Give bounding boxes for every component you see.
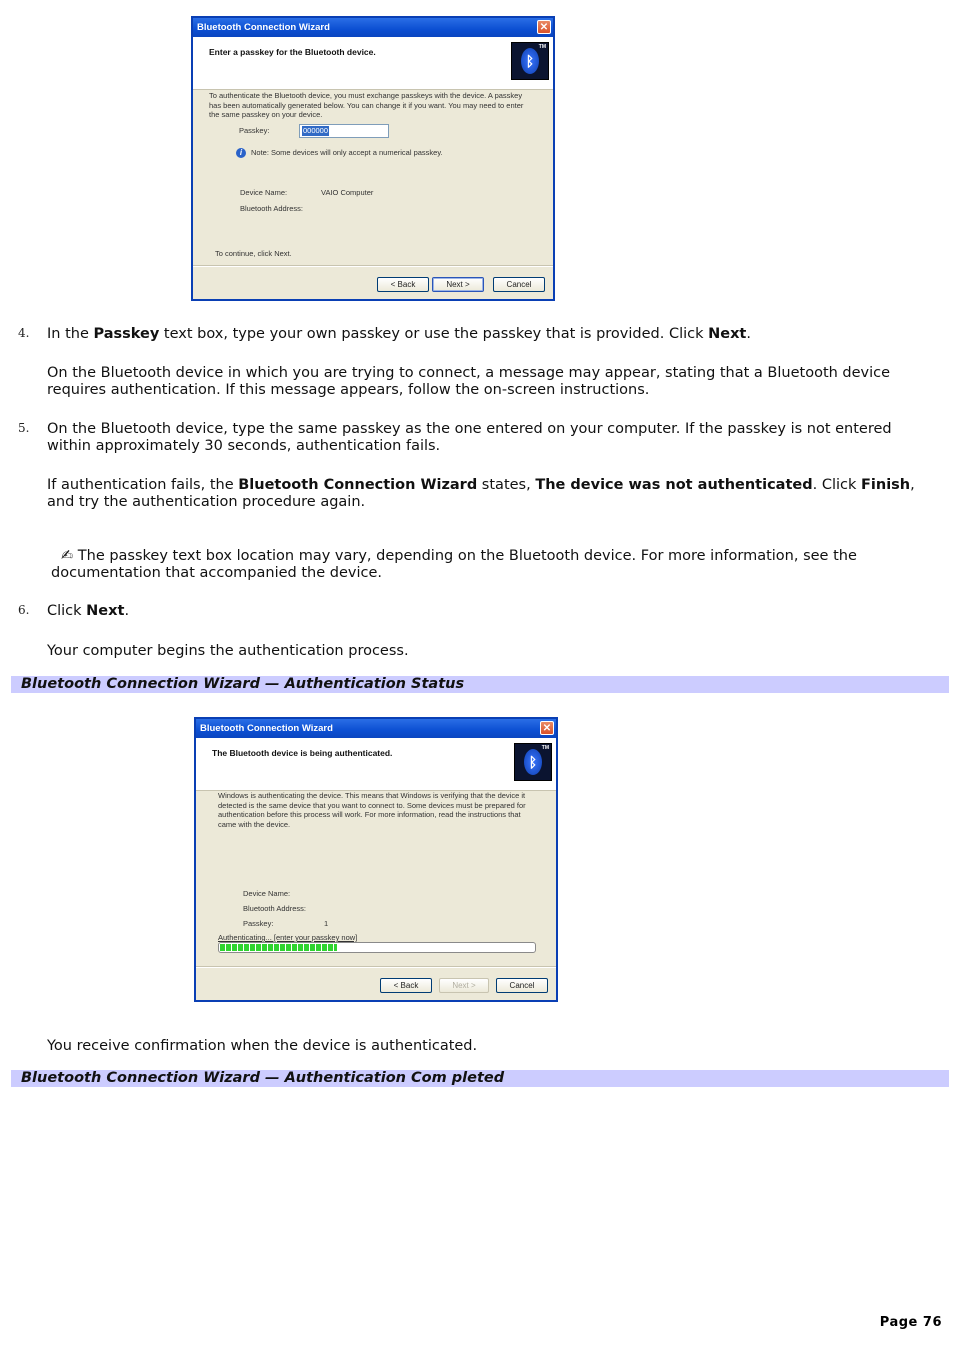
next-term: Next (708, 326, 747, 342)
passkey-input-selected-value: 000000 (303, 126, 329, 135)
dialog-intro: Windows is authenticating the device. This means that Windows is verifying that the device it detected is the same device that you want to connect to. Some devices must be prepared for authentication before this process will work. For more information, read the instructions that came with the device. (218, 791, 526, 829)
step-5-text: On the Bluetooth device, type the same passkey as the one entered on your computer. If the passkey is not entered within approximately 30 seconds, authentication fails. (47, 421, 892, 454)
passkey-label: Passkey: (243, 919, 274, 928)
section-heading-auth-status: Bluetooth Connection Wizard — Authentication Status (11, 676, 949, 693)
bluetooth-address-label: Bluetooth Address: (240, 204, 303, 213)
info-icon: i (236, 148, 246, 158)
authentication-progress-bar (218, 942, 536, 953)
cancel-button[interactable]: Cancel (496, 978, 548, 993)
device-name-label: Device Name: (240, 188, 288, 197)
step-4-detail: On the Bluetooth device in which you are trying to connect, a message may appear, stating that a Bluetooth device requires authentication. If this message appears, follow the on-screen instructions. (47, 365, 891, 398)
back-button[interactable]: < Back (377, 277, 429, 292)
dialog-titlebar (196, 719, 556, 738)
passkey-label: Passkey: (239, 126, 270, 135)
step-number: 4. (18, 326, 30, 340)
dialog-header (193, 37, 553, 90)
dialog-heading: The Bluetooth device is being authenticated. (212, 748, 393, 758)
dialog-title: Bluetooth Connection Wizard (200, 723, 333, 734)
dialog-title: Bluetooth Connection Wizard (197, 22, 330, 33)
close-icon[interactable]: ✕ (540, 721, 554, 735)
continue-instruction: To continue, click Next. (215, 249, 292, 258)
passkey-wizard-dialog (191, 16, 555, 301)
confirmation-text: You receive confirmation when the device is authenticated. (47, 1038, 478, 1054)
step-6-detail: Your computer begins the authentication process. (47, 643, 409, 659)
passkey-value: 1 (324, 919, 329, 928)
dialog-header (196, 738, 556, 791)
note-text: ✍ The passkey text box location may vary, depending on the Bluetooth device. For more information, see the documentation that accompanied the device. (51, 548, 857, 581)
next-button[interactable]: Next > (432, 277, 484, 292)
progress-fill (220, 944, 337, 951)
step-number: 6. (18, 603, 30, 617)
bluetooth-logo-icon: ᛒ TM (514, 743, 552, 781)
dialog-separator (196, 966, 556, 968)
back-button[interactable]: < Back (380, 978, 432, 993)
step-6-text: Click Next. (47, 603, 130, 619)
next-button[interactable]: Next > (439, 978, 489, 993)
section-heading-auth-completed: Bluetooth Connection Wizard — Authentication Com pleted (11, 1070, 949, 1087)
passkey-term: Passkey (93, 326, 160, 342)
cancel-button[interactable]: Cancel (493, 277, 545, 292)
passkey-input[interactable] (299, 124, 389, 138)
step-4-text: In the Passkey text box, type your own passkey or use the passkey that is provided. Click Next. (47, 326, 751, 342)
bluetooth-logo-icon: ᛒ TM (511, 42, 549, 80)
passkey-note: Note: Some devices will only accept a numerical passkey. (251, 148, 443, 157)
dialog-separator (193, 265, 553, 267)
note-pencil-icon: ✍ (61, 548, 74, 564)
dialog-heading: Enter a passkey for the Bluetooth device. (209, 47, 376, 57)
auth-status-wizard-dialog (194, 717, 558, 1002)
device-name-value: VAIO Computer (321, 188, 374, 197)
page-number: Page 76 (879, 1315, 942, 1330)
dialog-titlebar (193, 18, 553, 37)
progress-label: Authenticating... [enter your passkey now] (218, 933, 358, 942)
device-name-label: Device Name: (243, 889, 291, 898)
step-number: 5. (18, 421, 30, 435)
dialog-intro: To authenticate the Bluetooth device, you must exchange passkeys with the device. A passkey has been automatically generated below. You can change it if you want. You may need to enter the same passkey on your device. (209, 91, 524, 119)
bluetooth-address-label: Bluetooth Address: (243, 904, 306, 913)
step-5-failure-text: If authentication fails, the Bluetooth Connection Wizard states, The device was not authenticated. Click Finish, and try the authentication procedure again. (47, 477, 915, 510)
close-icon[interactable]: ✕ (537, 20, 551, 34)
